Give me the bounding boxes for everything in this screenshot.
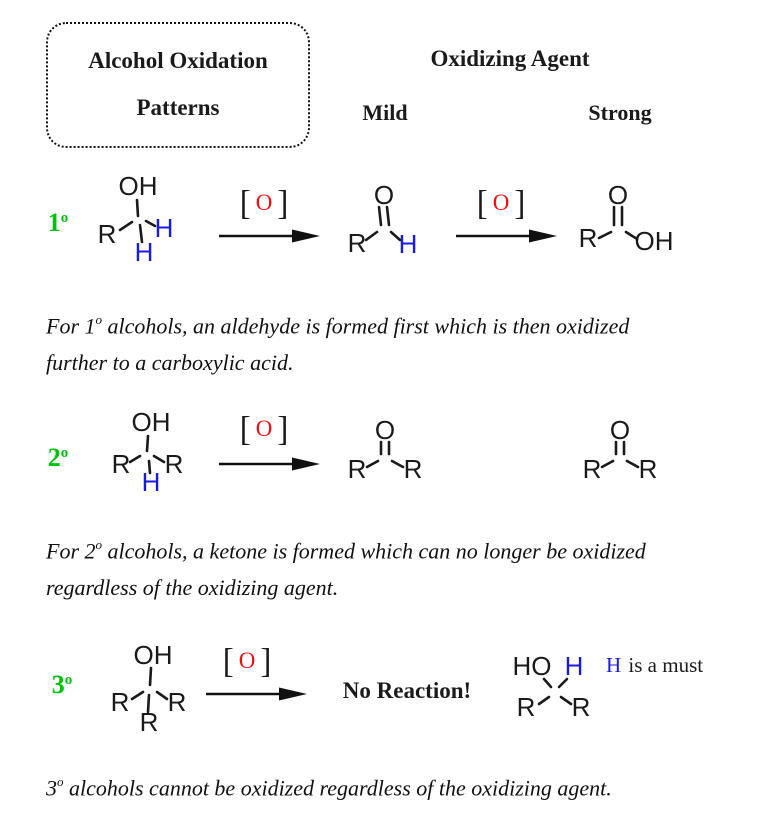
caption-superscript: o xyxy=(95,537,102,552)
structure-carboxylic-acid xyxy=(570,180,680,260)
bond xyxy=(137,200,138,216)
oxygen-symbol: O xyxy=(255,416,273,441)
bond xyxy=(392,461,403,467)
legend-title-line1: Alcohol Oxidation xyxy=(88,48,268,73)
oxidant-symbol xyxy=(470,185,532,223)
atom-label-o: O xyxy=(374,415,396,445)
legend-box xyxy=(46,22,310,148)
bond xyxy=(147,436,148,451)
atom-label-r: R xyxy=(347,228,367,258)
atom-label-r: R xyxy=(516,692,536,722)
caption-line xyxy=(46,302,629,344)
caption-line xyxy=(46,764,612,806)
atom-label-r: R xyxy=(578,223,598,253)
caption-text: 3 xyxy=(46,775,57,801)
bond xyxy=(366,232,377,240)
oxygen-symbol: O xyxy=(492,190,510,215)
bracket-open: [ xyxy=(239,184,251,223)
reaction-arrow xyxy=(218,455,320,473)
atom-label-oh: OH xyxy=(131,407,171,437)
caption-primary xyxy=(46,302,629,381)
atom-label-r: R xyxy=(164,449,184,479)
atom-label-o: O xyxy=(373,180,395,210)
bond xyxy=(154,456,164,462)
column-group-title: Oxidizing Agent xyxy=(430,46,590,71)
atom-label-oh: OH xyxy=(634,226,674,256)
degree-label-primary xyxy=(36,208,80,238)
bond xyxy=(367,461,378,467)
degree-label-secondary xyxy=(36,443,80,473)
bond xyxy=(627,461,638,467)
structure-primary-alcohol xyxy=(88,170,188,265)
bracket-open: [ xyxy=(476,184,488,223)
structure-ketone-mild xyxy=(340,410,430,485)
h-symbol: H xyxy=(606,653,622,677)
caption-line: further to a carboxylic acid. xyxy=(46,350,294,376)
bracket-close: ] xyxy=(277,184,289,223)
bracket-open: [ xyxy=(239,410,251,449)
reaction-arrow xyxy=(205,685,307,703)
oxygen-symbol: O xyxy=(238,648,256,673)
bond xyxy=(599,232,611,238)
bond xyxy=(132,692,143,699)
atom-label-r: R xyxy=(638,454,658,484)
structure-ketone-strong xyxy=(575,410,665,485)
atom-label-r: R xyxy=(111,449,131,479)
caption-text: alcohols cannot be oxidized regardless of the oxidizing agent. xyxy=(63,775,612,801)
no-reaction-label: No Reaction! xyxy=(342,678,472,703)
arrow-head xyxy=(279,688,307,701)
degree-number: 2 xyxy=(47,443,61,472)
bond xyxy=(130,456,140,462)
atom-label-oh: OH xyxy=(133,640,173,670)
atom-label-o: O xyxy=(609,415,631,445)
atom-label-h: H xyxy=(398,229,418,259)
bond xyxy=(602,461,613,467)
legend-title-line2: Patterns xyxy=(136,95,220,120)
column-header-strong: Strong xyxy=(588,100,652,125)
caption-tertiary xyxy=(46,764,612,806)
caption-line: regardless of the oxidizing agent. xyxy=(46,575,339,601)
structure-h-required xyxy=(495,640,610,725)
atom-label-r: R xyxy=(347,454,367,484)
structure-secondary-alcohol xyxy=(95,405,195,500)
bracket-close: ] xyxy=(514,184,526,223)
degree-number: 3 xyxy=(51,670,65,699)
degree-superscript: o xyxy=(60,445,69,462)
atom-label-h: H xyxy=(154,213,174,243)
structure-tertiary-alcohol xyxy=(95,635,195,735)
degree-superscript: o xyxy=(60,210,69,227)
degree-number: 1 xyxy=(47,208,61,237)
degree-superscript: o xyxy=(64,672,73,689)
caption-superscript: o xyxy=(95,312,102,327)
atom-label-r: R xyxy=(582,454,602,484)
h-note-text: is a must xyxy=(623,653,704,677)
arrow-head xyxy=(529,230,557,243)
h-required-note xyxy=(606,653,703,678)
atom-label-ho: HO xyxy=(512,651,552,681)
caption-line xyxy=(46,527,646,569)
oxygen-symbol: O xyxy=(255,190,273,215)
bond xyxy=(120,222,132,230)
atom-label-r: R xyxy=(110,687,130,717)
atom-label-h: H xyxy=(141,467,161,497)
atom-label-h: H xyxy=(134,237,154,265)
caption-secondary xyxy=(46,527,646,606)
arrow-head xyxy=(292,230,320,243)
bracket-close: ] xyxy=(277,410,289,449)
structure-aldehyde xyxy=(345,180,430,260)
atom-label-r: R xyxy=(403,454,423,484)
bracket-open: [ xyxy=(222,642,234,681)
column-header-mild: Mild xyxy=(362,100,408,125)
oxidant-symbol xyxy=(216,643,278,681)
bond xyxy=(150,668,151,685)
atom-label-r: R xyxy=(139,707,159,735)
caption-text: For 1 xyxy=(46,313,96,339)
atom-label-oh: OH xyxy=(118,171,158,201)
atom-label-r: R xyxy=(97,219,117,249)
bond xyxy=(561,697,571,704)
bond xyxy=(157,692,167,699)
bracket-close: ] xyxy=(260,642,272,681)
bond xyxy=(539,697,549,704)
reaction-arrow xyxy=(455,227,557,245)
caption-text: For 2 xyxy=(46,538,96,564)
atom-label-o: O xyxy=(607,180,629,210)
caption-text: alcohols, a ketone is formed which can no longer be oxidized xyxy=(102,538,646,564)
atom-label-r: R xyxy=(167,687,187,717)
arrow-head xyxy=(292,458,320,471)
oxidant-symbol xyxy=(233,185,295,223)
atom-label-r: R xyxy=(571,692,591,722)
atom-label-h: H xyxy=(564,651,584,681)
caption-text: alcohols, an aldehyde is formed first which is then oxidized xyxy=(102,313,630,339)
caption-superscript: o xyxy=(57,774,64,789)
reaction-arrow xyxy=(218,227,320,245)
degree-label-tertiary xyxy=(40,670,84,700)
oxidant-symbol xyxy=(233,411,295,449)
